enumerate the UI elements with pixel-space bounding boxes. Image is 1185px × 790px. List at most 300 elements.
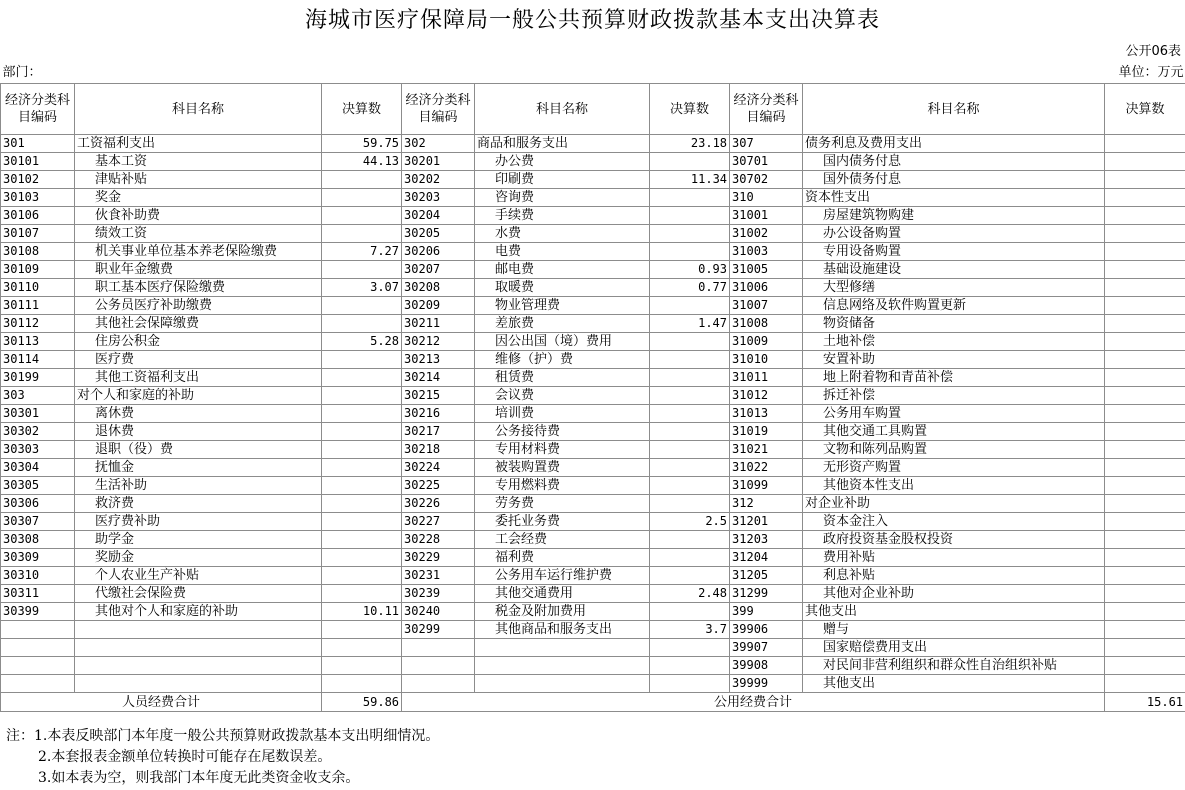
subject-name: 税金及附加费用 [475,603,650,621]
table-row [1,549,1185,567]
subject-code: 30229 [402,549,475,567]
subject-code: 30213 [402,351,475,369]
subject-name: 福利费 [475,549,650,567]
subject-code: 30212 [402,333,475,351]
subject-name: 办公设备购置 [803,225,1105,243]
amount-value [1105,243,1185,261]
subject-name: 抚恤金 [75,459,322,477]
subject-code: 30111 [1,297,75,315]
table-row [1,657,1185,675]
header-name: 科目名称 [475,84,650,135]
amount-value [322,459,402,477]
subject-name: 退职（役）费 [75,441,322,459]
amount-value [650,603,730,621]
subject-code: 30216 [402,405,475,423]
table-row [1,459,1185,477]
subject-code: 30228 [402,531,475,549]
amount-value [650,243,730,261]
amount-value [1105,189,1185,207]
amount-value: 3.7 [650,621,730,639]
amount-value [322,639,402,657]
amount-value [322,207,402,225]
subject-name: 其他工资福利支出 [75,369,322,387]
table-row [1,567,1185,585]
subject-name: 赠与 [803,621,1105,639]
subject-code: 30101 [1,153,75,171]
amount-value [322,423,402,441]
subject-name [75,621,322,639]
subject-name: 其他对个人和家庭的补助 [75,603,322,621]
header-amount: 决算数 [1105,84,1185,135]
table-row [1,513,1185,531]
subject-code: 30701 [730,153,803,171]
expenditure-table [0,62,1185,712]
subject-name: 专用设备购置 [803,243,1105,261]
amount-value [1105,135,1185,153]
subject-name: 代缴社会保险费 [75,585,322,603]
amount-value [1105,639,1185,657]
amount-value [322,495,402,513]
amount-value [322,441,402,459]
amount-value [650,225,730,243]
subject-code: 30231 [402,567,475,585]
amount-value [650,567,730,585]
table-row [1,225,1185,243]
subject-code: 30307 [1,513,75,531]
subject-name: 其他社会保障缴费 [75,315,322,333]
subject-name: 职业年金缴费 [75,261,322,279]
subject-name: 土地补偿 [803,333,1105,351]
subject-code: 31006 [730,279,803,297]
dept-label: 部门： [1,62,322,84]
table-row [1,639,1185,657]
subject-code: 30207 [402,261,475,279]
subject-name [475,639,650,657]
table-row [1,603,1185,621]
subject-name: 对企业补助 [803,495,1105,513]
subject-name: 信息网络及软件购置更新 [803,297,1105,315]
subject-name: 资本性支出 [803,189,1105,207]
subject-name: 国家赔偿费用支出 [803,639,1105,657]
amount-value [650,495,730,513]
subject-name [75,639,322,657]
subject-code: 30202 [402,171,475,189]
amount-value [1105,315,1185,333]
amount-value [650,207,730,225]
subject-code: 30302 [1,423,75,441]
subject-code: 30205 [402,225,475,243]
subject-name: 文物和陈列品购置 [803,441,1105,459]
subject-name: 安置补助 [803,351,1105,369]
subject-code: 30311 [1,585,75,603]
amount-value [322,369,402,387]
amount-value [322,387,402,405]
subject-name: 专用材料费 [475,441,650,459]
amount-value [1105,297,1185,315]
subject-code: 30109 [1,261,75,279]
subject-name: 工资福利支出 [75,135,322,153]
amount-value [650,639,730,657]
personnel-total-label: 人员经费合计 [1,693,322,712]
subject-code: 30215 [402,387,475,405]
table-row [1,387,1185,405]
subject-name: 委托业务费 [475,513,650,531]
subject-code: 30309 [1,549,75,567]
subject-code: 30218 [402,441,475,459]
subject-code: 30113 [1,333,75,351]
amount-value [1105,171,1185,189]
table-row [1,243,1185,261]
subject-name: 地上附着物和青苗补偿 [803,369,1105,387]
subject-code: 30399 [1,603,75,621]
subject-code [402,639,475,657]
table-row [1,171,1185,189]
subject-name: 基本工资 [75,153,322,171]
subject-name: 国内债务付息 [803,153,1105,171]
amount-value [1105,621,1185,639]
subject-code: 30310 [1,567,75,585]
subject-code: 30103 [1,189,75,207]
subject-name: 生活补助 [75,477,322,495]
subject-code: 30239 [402,585,475,603]
amount-value [650,387,730,405]
table-row [1,495,1185,513]
subject-code: 30702 [730,171,803,189]
table-header-row [1,84,1185,135]
subject-name: 退休费 [75,423,322,441]
subject-code: 30204 [402,207,475,225]
subject-code: 31011 [730,369,803,387]
form-number: 公开06表 [1125,44,1181,59]
subject-code: 31001 [730,207,803,225]
subject-name: 租赁费 [475,369,650,387]
subject-code: 30203 [402,189,475,207]
table-row [1,405,1185,423]
subject-code: 31002 [730,225,803,243]
subject-code: 31022 [730,459,803,477]
subject-code: 30306 [1,495,75,513]
subject-name: 其他支出 [803,603,1105,621]
public-total-value: 15.61 [1105,693,1185,712]
amount-value [650,351,730,369]
subject-name: 商品和服务支出 [475,135,650,153]
table-row [1,369,1185,387]
subject-name: 机关事业单位基本养老保险缴费 [75,243,322,261]
subject-name: 劳务费 [475,495,650,513]
header-amount: 决算数 [322,84,402,135]
subject-code: 30224 [402,459,475,477]
header-code: 经济分类科目编码 [730,84,803,135]
table-row [1,207,1185,225]
amount-value [650,423,730,441]
subject-name [75,657,322,675]
subject-name: 水费 [475,225,650,243]
header-amount: 决算数 [650,84,730,135]
subject-code [1,621,75,639]
subject-code: 30304 [1,459,75,477]
subject-name: 公务员医疗补助缴费 [75,297,322,315]
amount-value [322,477,402,495]
subject-name: 拆迁补偿 [803,387,1105,405]
subject-name: 伙食补助费 [75,207,322,225]
table-row [1,675,1185,693]
unit-label: 单位：万元 [1105,62,1185,84]
amount-value [1105,207,1185,225]
amount-value [1105,495,1185,513]
amount-value: 2.48 [650,585,730,603]
subject-code: 30214 [402,369,475,387]
subject-code: 31201 [730,513,803,531]
subject-name: 差旅费 [475,315,650,333]
amount-value [650,675,730,693]
subject-name: 办公费 [475,153,650,171]
amount-value: 0.93 [650,261,730,279]
subject-code: 30110 [1,279,75,297]
amount-value [1105,657,1185,675]
amount-value [322,549,402,567]
header-code: 经济分类科目编码 [402,84,475,135]
amount-value [650,297,730,315]
amount-value [1105,585,1185,603]
table-row [1,585,1185,603]
amount-value [322,171,402,189]
table-row [1,441,1185,459]
amount-value: 0.77 [650,279,730,297]
subject-code: 30305 [1,477,75,495]
totals-row [1,693,1185,712]
subject-name: 手续费 [475,207,650,225]
subject-code: 31012 [730,387,803,405]
subject-code [1,675,75,693]
subject-code: 303 [1,387,75,405]
subject-code: 30106 [1,207,75,225]
subject-name: 对个人和家庭的补助 [75,387,322,405]
amount-value [322,225,402,243]
subject-name: 基础设施建设 [803,261,1105,279]
amount-value [1105,549,1185,567]
amount-value [1105,351,1185,369]
subject-name: 大型修缮 [803,279,1105,297]
amount-value [1105,675,1185,693]
subject-name: 职工基本医疗保险缴费 [75,279,322,297]
amount-value [1105,279,1185,297]
subject-name: 公务用车购置 [803,405,1105,423]
amount-value: 2.5 [650,513,730,531]
subject-name: 奖金 [75,189,322,207]
subject-code: 39906 [730,621,803,639]
amount-value [322,531,402,549]
subject-code: 30208 [402,279,475,297]
subject-name: 个人农业生产补贴 [75,567,322,585]
subject-code: 30112 [1,315,75,333]
table-row [1,351,1185,369]
amount-value [1105,333,1185,351]
amount-value [1105,513,1185,531]
subject-code: 30201 [402,153,475,171]
table-row [1,477,1185,495]
subject-code: 307 [730,135,803,153]
subject-name: 其他交通工具购置 [803,423,1105,441]
header-name: 科目名称 [75,84,322,135]
subject-name: 房屋建筑物购建 [803,207,1105,225]
subject-code: 31013 [730,405,803,423]
page-title: 海城市医疗保障局一般公共预算财政拨款基本支出决算表 [304,8,880,33]
amount-value: 5.28 [322,333,402,351]
amount-value: 23.18 [650,135,730,153]
subject-code: 30102 [1,171,75,189]
subject-code: 30108 [1,243,75,261]
amount-value [322,189,402,207]
amount-value [322,261,402,279]
amount-value [322,513,402,531]
subject-code: 30240 [402,603,475,621]
subject-code: 30227 [402,513,475,531]
subject-code: 30211 [402,315,475,333]
amount-value [650,405,730,423]
subject-name: 电费 [475,243,650,261]
amount-value [650,369,730,387]
amount-value [322,621,402,639]
subject-name: 培训费 [475,405,650,423]
subject-code: 30199 [1,369,75,387]
amount-value: 7.27 [322,243,402,261]
subject-code [402,657,475,675]
amount-value [1105,405,1185,423]
subject-code: 31007 [730,297,803,315]
table-row [1,423,1185,441]
subject-code: 31005 [730,261,803,279]
amount-value [322,351,402,369]
subject-code: 39908 [730,657,803,675]
amount-value [650,333,730,351]
subject-name: 救济费 [75,495,322,513]
subject-code: 30299 [402,621,475,639]
subject-code: 39907 [730,639,803,657]
amount-value [1105,477,1185,495]
subject-name: 助学金 [75,531,322,549]
amount-value [1105,441,1185,459]
subject-code: 302 [402,135,475,153]
table-row [1,261,1185,279]
table-row [1,135,1185,153]
amount-value: 44.13 [322,153,402,171]
table-row [1,279,1185,297]
subject-name [75,675,322,693]
subject-code: 30217 [402,423,475,441]
table-row [1,189,1185,207]
subject-name: 离休费 [75,405,322,423]
subject-code: 30209 [402,297,475,315]
amount-value [322,675,402,693]
amount-value [650,459,730,477]
amount-value [322,567,402,585]
subject-name: 对民间非营利组织和群众性自治组织补贴 [803,657,1105,675]
amount-value [650,549,730,567]
amount-value [322,657,402,675]
amount-value [322,585,402,603]
subject-code: 31019 [730,423,803,441]
subject-code: 30225 [402,477,475,495]
amount-value [650,441,730,459]
subject-code: 31099 [730,477,803,495]
subject-code: 30114 [1,351,75,369]
header-code: 经济分类科目编码 [1,84,75,135]
amount-value: 11.34 [650,171,730,189]
subject-name: 费用补贴 [803,549,1105,567]
footnote-1: 注：1.本表反映部门本年度一般公共预算财政拨款基本支出明细情况。 [6,728,440,744]
subject-name: 公务接待费 [475,423,650,441]
amount-value [1105,369,1185,387]
subject-code [402,675,475,693]
table-row [1,153,1185,171]
subject-code: 31008 [730,315,803,333]
subject-name: 印刷费 [475,171,650,189]
subject-code: 31204 [730,549,803,567]
subject-name: 专用燃料费 [475,477,650,495]
subject-code: 31003 [730,243,803,261]
amount-value [1105,153,1185,171]
amount-value [1105,459,1185,477]
subject-name: 其他对企业补助 [803,585,1105,603]
subject-code: 31299 [730,585,803,603]
subject-code: 30308 [1,531,75,549]
table-row [1,333,1185,351]
amount-value [1105,531,1185,549]
subject-code: 399 [730,603,803,621]
subject-name: 其他支出 [803,675,1105,693]
personnel-total-value: 59.86 [322,693,402,712]
subject-name: 住房公积金 [75,333,322,351]
footnote-3: 3.如本表为空，则我部门本年度无此类资金收支余。 [38,770,360,786]
subject-name: 咨询费 [475,189,650,207]
subject-code: 39999 [730,675,803,693]
subject-code: 30226 [402,495,475,513]
amount-value [322,315,402,333]
amount-value [650,477,730,495]
subject-code: 30303 [1,441,75,459]
amount-value [650,531,730,549]
subject-code [1,657,75,675]
subject-name: 医疗费补助 [75,513,322,531]
amount-value [650,189,730,207]
subject-name: 医疗费 [75,351,322,369]
subject-name: 工会经费 [475,531,650,549]
amount-value [1105,225,1185,243]
subject-name: 政府投资基金股权投资 [803,531,1105,549]
subject-code: 310 [730,189,803,207]
amount-value [1105,387,1185,405]
subject-code: 31205 [730,567,803,585]
subject-code [1,639,75,657]
subject-name: 其他交通费用 [475,585,650,603]
public-total-label: 公用经费合计 [402,693,1105,712]
amount-value [650,153,730,171]
subject-name [475,675,650,693]
subject-name: 会议费 [475,387,650,405]
subject-name: 其他商品和服务支出 [475,621,650,639]
amount-value [1105,261,1185,279]
subject-name: 邮电费 [475,261,650,279]
amount-value: 59.75 [322,135,402,153]
subject-name: 债务利息及费用支出 [803,135,1105,153]
amount-value: 1.47 [650,315,730,333]
subject-code: 30206 [402,243,475,261]
subject-name: 取暖费 [475,279,650,297]
subject-name: 绩效工资 [75,225,322,243]
table-row [1,621,1185,639]
amount-value [322,405,402,423]
subject-name: 因公出国（境）费用 [475,333,650,351]
